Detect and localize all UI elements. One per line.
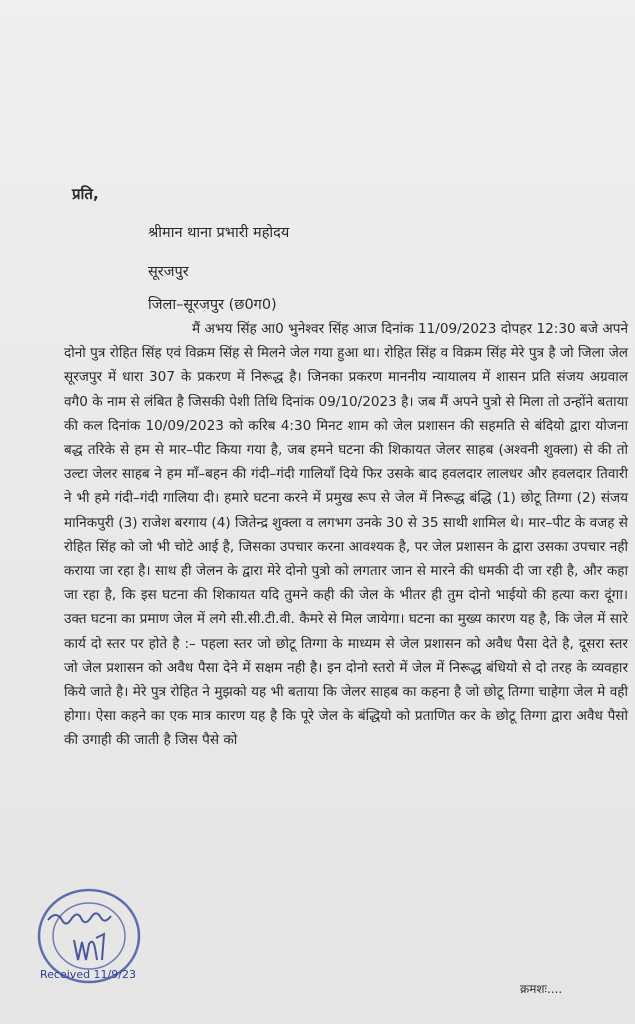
addressee-district: जिला–सूरजपुर (छ0ग0) [148, 297, 277, 313]
continued-marker: क्रमशः.... [520, 982, 563, 996]
body-paragraph: मैं अभय सिंह आ0 भुनेश्वर सिंह आज दिनांक 11/09/2023 दोपहर 12:30 बजे अपने दोनो पुत्र रोहित सिंह एवं विक्रम सिंह से मिलने जेल गया हुआ था। रोहित सिंह व विक्रम सिंह मेरे पुत्र है जो जिला जेल सूरजपुर में धारा 307 के प्रकरण में निरूद्ध है। जिनका प्रकरण माननीय न्यायालय में शासन प्रति संजय अग्रवाल वगै0 के नाम से लंबित है जिसकी पेशी तिथि दिनांक 09/10/2023 है। जब मैं अपने पुत्रो से मिला तो उन्होंने बताया की कल दिनांक 10/09/2023 को करिब 4:30 मिनट शाम को जेल प्रशासन की सहमति से बंदियो द्वारा योजना बद्ध तरिके से हम से मार–पीट किया गया है, जब हमने घटना की शिकायत जेलर साहब (अश्वनी शुक्ला) से की तो उल्टा जेलर साहब ने हम माँ–बहन की गंदी–गंदी गालियाँ दिये फिर उसके बाद हवलदार लालधर और हवलदार तिवारी ने भी हमे गंदी–गंदी गालिया दी। हमारे घटना करने में प्रमुख रूप से जेल में निरूद्ध बंद्धि (1) छोटू तिग्गा (2) संजय मानिकपुरी (3) राजेश बरगाय (4) जितेन्द्र शुक्ला व लगभग उनके 30 से 35 साथी शामिल थे। मार–पीट के वजह से रोहित सिंह को जो भी चोटे आई है, जिसका उपचार करना आवश्यक है, पर जेल प्रशासन के द्वारा उसका उपचार नही कराया जा रहा है। साथ ही जेलन के द्वारा मेरे दोनो पुत्रो को लगतार जान से मारने की धमकी दी जा रही है, और कहा जा रहा है, कि इस घटना की शिकायत यदि तुमने कही की जेल के भीतर ही तुम दोनो भाईयो की हत्या करा दूंगा। उक्त घटना का प्रमाण जेल में लगे सी.सी.टी.वी. कैमरे से मिल जायेगा। घटना का मुख्य कारण यह है, कि जेल में सारे कार्य दो स्तर पर होते है :– पहला स्तर जो छोटू तिग्गा के माध्यम से जेल प्रशासन को अवैध पैसा देते है, दूसरा स्तर जो जेल प्रशासन को अवैध पैसा देने में सक्षम नही है। इन दोनो स्तरो में जेल में निरूद्ध बंधियो से दो तरह के व्यवहार किये जाते है। मेरे पुत्र रोहित ने मुझको यह भी बताया कि जेलर साहब का कहना है जो छोटू तिग्गा चाहेगा जेल मे वही होगा। ऐसा कहने का एक मात्र कारण यह है कि पूरे जेल के बंद्धियो को प्रताणित कर के छोटू तिग्गा द्वारा अवैध पैसो की उगाही की जाती है जिस पैसे को [64, 321, 628, 749]
received-stamp [30, 880, 148, 988]
addressee-title: श्रीमान थाना प्रभारी महोदय [148, 225, 290, 241]
addressee-place: सूरजपुर [148, 264, 189, 280]
letter-body [64, 317, 628, 753]
salutation: प्रति, [72, 185, 99, 203]
stamp-text: Received 11/9/23 [40, 968, 136, 981]
